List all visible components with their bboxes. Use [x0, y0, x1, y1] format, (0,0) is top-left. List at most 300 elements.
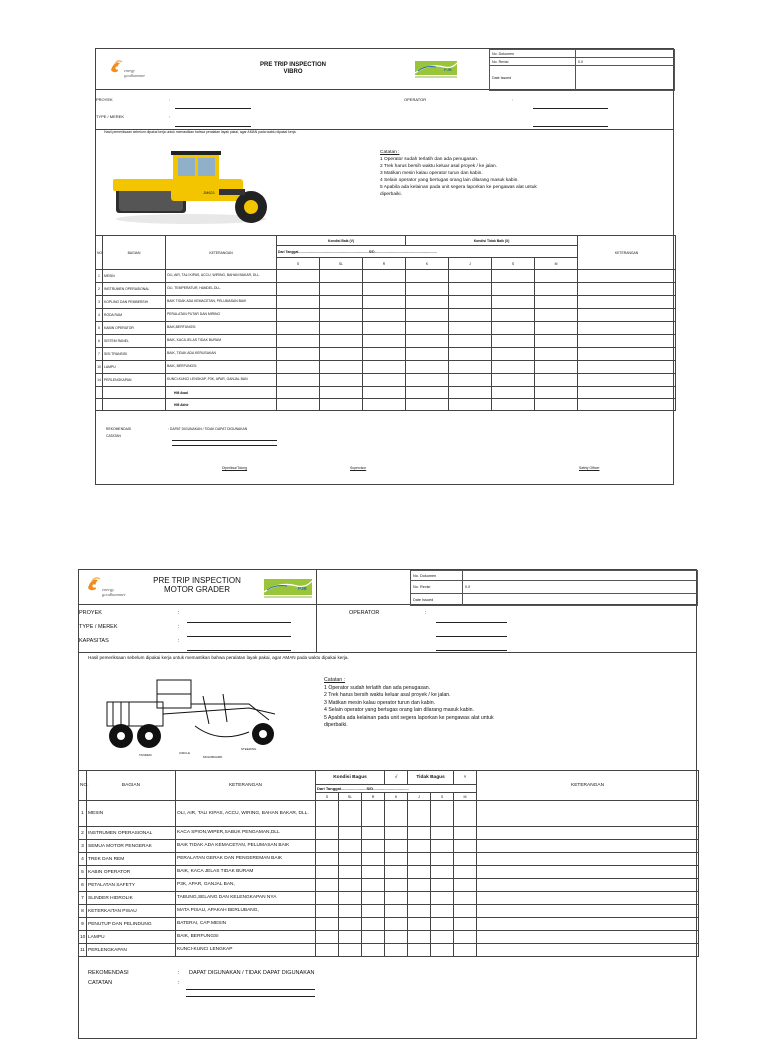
notes-block: Catatan : 1 Operator sudah terlatih dan ada penugasan. 2 Trek harus bersih waktu keluar asal proyek / ke jalan. 3 Matikan mesin kalau operator turun dan kabin. 4 Selain operator yang bertugas orang lain dilarang masuk kabin. 5 Apabila ada kelainan pada unit segera laporkan ke pengawas alat untuk diperbaiki.: [324, 677, 494, 729]
row-keterangan: P3K, APAR, GANJAL BAN,: [176, 879, 316, 892]
day-check-cell[interactable]: [320, 309, 363, 322]
row-number: 5: [79, 866, 87, 879]
row-bagian: TREK DAN REM: [87, 853, 176, 866]
day-check-cell[interactable]: [449, 270, 492, 283]
row-bagian: LAMPU: [103, 361, 166, 374]
day-check-cell[interactable]: [316, 905, 339, 918]
day-check-cell[interactable]: [449, 348, 492, 361]
day-check-cell[interactable]: [431, 918, 454, 931]
day-check-cell[interactable]: [320, 296, 363, 309]
day-check-cell[interactable]: [535, 283, 578, 296]
row-remarks-cell[interactable]: [578, 348, 676, 361]
day-check-cell[interactable]: [408, 879, 431, 892]
day-check-cell[interactable]: [385, 827, 408, 840]
day-check-cell[interactable]: [406, 283, 449, 296]
row-keterangan: OLI, AIR, TALI KIPAS, ACCU, WIRING, BAHAN BAKAR, DLL.: [166, 270, 277, 283]
row-keterangan: BAIK TIDAK ADA KEMACETAN, PELUMASAN BAIK: [176, 840, 316, 853]
table-row: [79, 827, 699, 840]
row-keterangan: OLI, AIR, TALI KIPAS, ACCU, WIRING, BAHAN BAKAR, DLL.: [176, 801, 316, 827]
day-header: M: [454, 793, 477, 801]
document-info-table: No. Dokumen No. Revisi 0.0 Date Issued: [489, 49, 675, 91]
inspection-table: [78, 770, 699, 957]
row-remarks-cell[interactable]: [477, 918, 699, 931]
day-check-cell[interactable]: [385, 918, 408, 931]
row-bagian: SLINDER HIDROLIK: [87, 892, 176, 905]
row-number: 1: [96, 270, 103, 283]
day-check-cell[interactable]: [408, 892, 431, 905]
row-keterangan: OLI, TEMPERATUR, HANDEL,DLL.: [166, 283, 277, 296]
day-header: K: [385, 793, 408, 801]
day-check-cell[interactable]: [535, 348, 578, 361]
day-check-cell[interactable]: [535, 296, 578, 309]
day-check-cell[interactable]: [277, 374, 320, 387]
day-check-cell[interactable]: [385, 866, 408, 879]
day-check-cell[interactable]: [431, 827, 454, 840]
day-check-cell[interactable]: [362, 853, 385, 866]
day-header: J: [449, 258, 492, 270]
day-check-cell[interactable]: [362, 931, 385, 944]
day-check-cell[interactable]: [408, 905, 431, 918]
day-check-cell[interactable]: [492, 348, 535, 361]
rekomendasi-label: REKOMENDASI: [106, 427, 132, 431]
svg-text:PJB: PJB: [298, 586, 307, 591]
day-check-cell[interactable]: [363, 322, 406, 335]
row-remarks-cell[interactable]: [578, 374, 676, 387]
svg-text:JM621: JM621: [203, 190, 216, 195]
table-row: [96, 361, 676, 374]
day-check-cell[interactable]: [385, 892, 408, 905]
col-no-header: NO.: [79, 771, 87, 801]
day-check-cell[interactable]: [363, 270, 406, 283]
day-check-cell[interactable]: [320, 283, 363, 296]
type-merek-label: TYPE / MEREK: [96, 114, 125, 119]
day-check-cell[interactable]: [277, 283, 320, 296]
day-check-cell[interactable]: [385, 905, 408, 918]
day-check-cell[interactable]: [339, 944, 362, 957]
day-check-cell[interactable]: [339, 866, 362, 879]
day-check-cell[interactable]: [277, 296, 320, 309]
row-number: 14: [96, 374, 103, 387]
day-check-cell[interactable]: [385, 931, 408, 944]
signature-safety-officer: Safety Officer: [579, 466, 600, 470]
day-check-cell[interactable]: [363, 296, 406, 309]
day-check-cell[interactable]: [339, 918, 362, 931]
day-check-cell[interactable]: [316, 944, 339, 957]
table-row: [79, 931, 699, 944]
row-keterangan: MATA PISAU, APAKAH BERLUBANG,: [176, 905, 316, 918]
day-check-cell[interactable]: [362, 892, 385, 905]
table-row: [96, 322, 676, 335]
day-header: SL: [339, 793, 362, 801]
type-merek-field[interactable]: [187, 636, 291, 637]
day-check-cell[interactable]: [535, 361, 578, 374]
row-keterangan: BAIK, KACA JELAS TIDAK BURAM: [176, 866, 316, 879]
day-check-cell[interactable]: [454, 892, 477, 905]
operator-field-1[interactable]: [533, 108, 608, 109]
day-check-cell[interactable]: [277, 335, 320, 348]
svg-text:goodhammer: goodhammer: [102, 592, 126, 597]
day-check-cell[interactable]: [492, 335, 535, 348]
row-remarks-cell[interactable]: [578, 335, 676, 348]
day-check-cell[interactable]: [316, 918, 339, 931]
day-check-cell[interactable]: [449, 361, 492, 374]
day-check-cell[interactable]: [449, 283, 492, 296]
day-check-cell[interactable]: [362, 840, 385, 853]
row-number: 6: [96, 335, 103, 348]
day-check-cell[interactable]: [454, 879, 477, 892]
table-row: [96, 283, 676, 296]
day-check-cell[interactable]: [362, 827, 385, 840]
form-title: PRE TRIP INSPECTION VIBRO: [260, 62, 326, 75]
day-header: S: [431, 793, 454, 801]
row-number: 3: [96, 296, 103, 309]
day-check-cell[interactable]: [320, 374, 363, 387]
type-merek-label: TYPE / MEREK: [79, 624, 118, 630]
row-number: 7: [96, 348, 103, 361]
day-check-cell[interactable]: [362, 905, 385, 918]
row-remarks-cell[interactable]: [578, 296, 676, 309]
row-keterangan: TABUNG,SELANG DAN KELENGKAPAN NYA: [176, 892, 316, 905]
signature-checker: Diperiksa/Tolong: [222, 466, 248, 470]
day-check-cell[interactable]: [406, 374, 449, 387]
day-check-cell[interactable]: [431, 931, 454, 944]
day-header: S: [492, 258, 535, 270]
row-keterangan: BAIK TIDAK ADA KEMACETAN, PELUMASAN BAIK: [166, 296, 277, 309]
day-check-cell[interactable]: [431, 944, 454, 957]
day-check-cell[interactable]: [431, 866, 454, 879]
day-check-cell[interactable]: [406, 335, 449, 348]
row-bagian: PETALATAN SAFETY: [87, 879, 176, 892]
day-check-cell[interactable]: [320, 348, 363, 361]
row-remarks-cell[interactable]: [578, 322, 676, 335]
row-number: 8: [79, 905, 87, 918]
row-number: 1: [79, 801, 87, 827]
row-remarks-cell[interactable]: [477, 905, 699, 918]
table-row: [79, 853, 699, 866]
row-keterangan: BAIK, TIDAK ADA KERUSAKAN: [166, 348, 277, 361]
vibro-roller-image: [111, 149, 276, 225]
table-row: [79, 918, 699, 931]
row-keterangan: BAIK,BERFUNGSI: [166, 322, 277, 335]
day-check-cell[interactable]: [454, 827, 477, 840]
rekomendasi-value[interactable]: DAPAT DIGUNAKAN / TIDAK DAPAT DIGUNAKAN: [189, 970, 315, 976]
row-bagian: INSTRUMEN OPERASIONAL: [103, 283, 166, 296]
col-keterangan-right-header: KETERANGAN: [578, 236, 676, 270]
hm-awal-row: HM Awal: [96, 387, 676, 399]
day-check-cell[interactable]: [535, 309, 578, 322]
day-header: M: [535, 258, 578, 270]
day-check-cell[interactable]: [277, 270, 320, 283]
day-check-cell[interactable]: [316, 931, 339, 944]
day-check-cell[interactable]: [363, 374, 406, 387]
day-header: R: [363, 258, 406, 270]
row-remarks-cell[interactable]: [477, 827, 699, 840]
day-check-cell[interactable]: [339, 892, 362, 905]
row-remarks-cell[interactable]: [477, 879, 699, 892]
day-check-cell[interactable]: [449, 322, 492, 335]
partner-logo: [263, 577, 313, 601]
row-remarks-cell[interactable]: [578, 283, 676, 296]
day-check-cell[interactable]: [406, 296, 449, 309]
row-remarks-cell[interactable]: [578, 270, 676, 283]
day-check-cell[interactable]: [385, 853, 408, 866]
day-check-cell[interactable]: [535, 374, 578, 387]
day-check-cell[interactable]: [316, 866, 339, 879]
day-check-cell[interactable]: [449, 296, 492, 309]
day-check-cell[interactable]: [362, 801, 385, 827]
operator-field-1[interactable]: [436, 622, 507, 623]
row-number: 6: [79, 879, 87, 892]
row-remarks-cell[interactable]: [477, 944, 699, 957]
day-check-cell[interactable]: [454, 853, 477, 866]
table-row: [96, 374, 676, 387]
row-bagian: PENUTUP DAN PELINDUNG: [87, 918, 176, 931]
table-row: [96, 309, 676, 322]
row-remarks-cell[interactable]: [477, 892, 699, 905]
day-check-cell[interactable]: [454, 840, 477, 853]
operator-field-3[interactable]: [436, 650, 507, 651]
day-check-cell[interactable]: [316, 892, 339, 905]
day-check-cell[interactable]: [316, 879, 339, 892]
catatan-label: CATATAN: [106, 434, 121, 438]
day-check-cell[interactable]: [454, 918, 477, 931]
day-check-cell[interactable]: [316, 853, 339, 866]
day-check-cell[interactable]: [454, 944, 477, 957]
day-check-cell[interactable]: [431, 840, 454, 853]
row-bagian: INSTRUMEN OPERASIONAL: [87, 827, 176, 840]
day-check-cell[interactable]: [320, 270, 363, 283]
row-bagian: SISI TRANSISI: [103, 348, 166, 361]
day-header: S: [277, 258, 320, 270]
company-logo: [108, 58, 152, 82]
day-check-cell[interactable]: [363, 361, 406, 374]
day-check-cell[interactable]: [339, 905, 362, 918]
day-check-cell[interactable]: [385, 879, 408, 892]
vibro-inspection-form: energy goodhammer PRE TRIP INSPECTION VIBRO PJB No. Dokumen No. Revisi 0.0 Date Issued PROYEK : TYPE / MEREK : OPERATOR : Hasil pemeriksaan sebelum dipakai kerja untuk memastikan bahwa peralatan layak pakai, agar AMAN pada waktu dipakai kerja. JM621 Catatan : 1 Operator sudah terlatih dan ada penugasan. 2 Trek harus bersih waktu keluar asal proyek / ke jalan. 3 Matikan mesin kalau operator turun dan kabin. 4 Selain operator yang bertugas orang lain dilarang masuk kabin. 5 Apabila ada kelainan pada unit segera laporkan ke pengawas alat untuk diperbaiki. NO BAGIAN KETERANGAN Kondisi Baik (V) Kondisi Tidak Baik (X) KETERANGAN Dari Tanggal...........................................................................S/D.................................................................. S SL R K J S M 1 MESIN OLI, AIR, TALI KIPAS, ACCU, WIRING, BAHAN BAKAR, DLL. 2 INSTRUMEN OPERASIONAL OLI, TEMPERATUR, HANDEL,DLL. 3 KOPLING DAN PEMBERSIH BAIK TIDAK ADA KEMACETAN, PELUMASAN BAIK 4 RODA RAM PERALATAN PUTAR DAN MIRING 5 KABIN OPERATOR BAIK,BERFUNGSI 6 SISTEM RANEL BAIK, KACA JELAS TIDAK BURAM 7 SISI TRANSISI BAIK, TIDAK ADA KERUSAKAN 10 LAMPU BAIK, BERFUNGSI 14 PERLENGKAPAN KUNCI-KUNCI LENGKAP, P3K, APAR, GANJAL BAN HM Awal HM Akhir REKOMENDASI : DAPAT DIGUNAKAN / TIDAK DAPAT DIGUNAKAN CATATAN Diperiksa/Tolong Supervisor Safety Officer: [95, 48, 674, 485]
day-check-cell[interactable]: [449, 309, 492, 322]
day-check-cell[interactable]: [320, 335, 363, 348]
row-number: 2: [79, 827, 87, 840]
proyek-field[interactable]: [175, 108, 251, 109]
operator-label: OPERATOR: [349, 610, 380, 616]
day-check-cell[interactable]: [454, 905, 477, 918]
operator-field-2[interactable]: [533, 126, 608, 127]
day-check-cell[interactable]: [535, 335, 578, 348]
day-check-cell[interactable]: [339, 853, 362, 866]
row-number: 10: [79, 931, 87, 944]
day-check-cell[interactable]: [339, 840, 362, 853]
day-check-cell[interactable]: [431, 801, 454, 827]
table-row: [79, 892, 699, 905]
table-row: [96, 348, 676, 361]
day-check-cell[interactable]: [339, 827, 362, 840]
day-check-cell[interactable]: [449, 335, 492, 348]
kondisi-tidak-baik-header: Kondisi Tidak Baik (X): [406, 236, 578, 246]
day-check-cell[interactable]: [454, 801, 477, 827]
hm-akhir-row: HM Akhir: [96, 399, 676, 411]
partner-logo: [414, 59, 458, 81]
svg-text:TANDEM: TANDEM: [139, 753, 152, 757]
day-check-cell[interactable]: [535, 322, 578, 335]
day-check-cell[interactable]: [339, 879, 362, 892]
row-keterangan: KUNCI-KUNCI LENGKAP: [176, 944, 316, 957]
day-check-cell[interactable]: [406, 309, 449, 322]
day-check-cell[interactable]: [431, 853, 454, 866]
day-check-cell[interactable]: [320, 322, 363, 335]
date-range-row: Dari Tanggal...........................................................................S/D..................................................................: [277, 246, 578, 258]
row-bagian: LAMPU: [87, 931, 176, 944]
day-check-cell[interactable]: [431, 879, 454, 892]
day-check-cell[interactable]: [363, 335, 406, 348]
svg-text:STEERING: STEERING: [241, 747, 257, 751]
svg-text:MOLDBOARD: MOLDBOARD: [203, 755, 223, 759]
day-check-cell[interactable]: [406, 348, 449, 361]
day-check-cell[interactable]: [339, 801, 362, 827]
day-check-cell[interactable]: [408, 866, 431, 879]
row-keterangan: KUNCI-KUNCI LENGKAP, P3K, APAR, GANJAL BAN: [166, 374, 277, 387]
table-row: [79, 944, 699, 957]
row-bagian: KOPLING DAN PEMBERSIH: [103, 296, 166, 309]
row-bagian: KABIN OPERATOR: [87, 866, 176, 879]
day-check-cell[interactable]: [492, 296, 535, 309]
motor-grader-inspection-form: energy goodhammer PRE TRIP INSPECTION MOTOR GRADER PJB No. Dokumen No. Revisi 0.0 Date Issued PROYEK : TYPE / MEREK : KAPASITAS : OPERATOR : Hasil pemeriksaan sebelum dipakai kerja untuk memastikan bahwa peralatan layak pakai, agar AMAN pada waktu dipakai kerja. TANDEM CIRCLE MOLDBOARD STEERING Catatan : 1 Operator sudah terlatih dan ada penugasan. 2 Trek harus bersih waktu keluar asal proyek / ke jalan. 3 Matikan mesin kalau operator turun dan kabin. 4 Selain operator yang bertugas orang lain dilarang masuk kabin. 5 Apabila ada kelainan pada unit segera laporkan ke pengawas alat untuk diperbaiki. NO. BAGIAN KETERANGAN Kondisi Bagus √ Tidak Bagus × KETERANGAN Dari Tanggal.......................S/D................................ S SL R K J S M 1 MESIN OLI, AIR, TALI KIPAS, ACCU, WIRING, BAHAN BAKAR, DLL. 2 INSTRUMEN OPERASIONAL KACA SPION,WIPER,SABUK PENGAMAN,DLL 3 SEMUA MOTOR PENGERAK BAIK TIDAK ADA KEMACETAN, PELUMASAN BAIK 4 TREK DAN REM PERALATAN GERAK DAN PENGEREMAN BAIK 5 KABIN OPERATOR BAIK, KACA JELAS TIDAK BURAM 6 PETALATAN SAFETY P3K, APAR, GANJAL BAN, 7 SLINDER HIDROLIK TABUNG,SELANG DAN KELENGKAPAN NYA 8 KETERKAITAN PISAU MATA PISAU, APAKAH BERLUBANG, 9 PENUTUP DAN PELINDUNG BATERAI, CAP MESIN 10 LAMPU BAIK, BERFUNGSI 11 PERLENGKAPAN KUNCI-KUNCI LENGKAP REKOMENDASI : DAPAT DIGUNAKAN / TIDAK DAPAT DIGUNAKAN CATATAN :: [78, 569, 697, 1039]
day-check-cell[interactable]: [535, 270, 578, 283]
row-bagian: RODA RAM: [103, 309, 166, 322]
date-range-row: Dari Tanggal.......................S/D................................: [316, 785, 477, 793]
day-check-cell[interactable]: [492, 322, 535, 335]
day-check-cell[interactable]: [408, 840, 431, 853]
day-check-cell[interactable]: [320, 361, 363, 374]
tidak-bagus-header: Tidak Bagus: [408, 771, 454, 785]
svg-text:PJB: PJB: [444, 67, 452, 72]
row-bagian: PERLENGKAPAN: [87, 944, 176, 957]
notes-block: Catatan : 1 Operator sudah terlatih dan ada penugasan. 2 Trek harus bersih waktu keluar asal proyek / ke jalan. 3 Matikan mesin kalau operator turun dan kabin. 4 Selain operator yang bertugas orang lain dilarang masuk kabin. 5 Apabila ada kelainan pada unit segera laporkan ke pengawas alat untuk diperbaiki.: [380, 150, 537, 197]
day-check-cell[interactable]: [316, 840, 339, 853]
day-check-cell[interactable]: [363, 309, 406, 322]
row-number: 4: [79, 853, 87, 866]
day-header: SL: [320, 258, 363, 270]
row-bagian: KETERKAITAN PISAU: [87, 905, 176, 918]
inspection-table: [95, 235, 676, 411]
day-check-cell[interactable]: [408, 827, 431, 840]
col-bagian-header: BAGIAN: [103, 236, 166, 270]
kondisi-bagus-header: Kondisi Bagus: [316, 771, 385, 785]
day-check-cell[interactable]: [385, 840, 408, 853]
day-check-cell[interactable]: [362, 879, 385, 892]
row-number: 2: [96, 283, 103, 296]
day-check-cell[interactable]: [406, 322, 449, 335]
row-bagian: MESIN: [87, 801, 176, 827]
rekomendasi-value[interactable]: : DAPAT DIGUNAKAN / TIDAK DAPAT DIGUNAKAN: [168, 427, 248, 431]
proyek-label: PROYEK: [96, 97, 113, 102]
day-check-cell[interactable]: [492, 283, 535, 296]
kondisi-baik-header: Kondisi Baik (V): [277, 236, 406, 246]
day-check-cell[interactable]: [362, 944, 385, 957]
day-check-cell[interactable]: [408, 944, 431, 957]
day-check-cell[interactable]: [431, 892, 454, 905]
day-check-cell[interactable]: [492, 270, 535, 283]
row-remarks-cell[interactable]: [477, 931, 699, 944]
row-remarks-cell[interactable]: [477, 853, 699, 866]
operator-field-2[interactable]: [436, 636, 507, 637]
row-number: 10: [96, 361, 103, 374]
day-check-cell[interactable]: [316, 801, 339, 827]
row-keterangan: KACA SPION,WIPER,SABUK PENGAMAN,DLL: [176, 827, 316, 840]
catatan-line-1[interactable]: [186, 989, 315, 990]
row-keterangan: BAIK, KACA JELAS TIDAK BURAM: [166, 335, 277, 348]
day-check-cell[interactable]: [406, 361, 449, 374]
day-check-cell[interactable]: [277, 348, 320, 361]
table-row: [96, 270, 676, 283]
row-bagian: SEMUA MOTOR PENGERAK: [87, 840, 176, 853]
day-check-cell[interactable]: [385, 801, 408, 827]
row-remarks-cell[interactable]: [477, 840, 699, 853]
catatan-line-2[interactable]: [186, 996, 315, 997]
day-header: J: [408, 793, 431, 801]
day-check-cell[interactable]: [408, 853, 431, 866]
row-number: 5: [96, 322, 103, 335]
row-remarks-cell[interactable]: [578, 309, 676, 322]
day-check-cell[interactable]: [362, 866, 385, 879]
day-check-cell[interactable]: [449, 374, 492, 387]
day-check-cell[interactable]: [277, 309, 320, 322]
row-remarks-cell[interactable]: [477, 801, 699, 827]
kapasitas-field[interactable]: [187, 650, 291, 651]
proyek-field[interactable]: [187, 622, 291, 623]
day-check-cell[interactable]: [363, 348, 406, 361]
table-row: [79, 840, 699, 853]
table-row: [79, 866, 699, 879]
day-check-cell[interactable]: [492, 361, 535, 374]
day-check-cell[interactable]: [431, 905, 454, 918]
row-number: 7: [79, 892, 87, 905]
form-title: PRE TRIP INSPECTION MOTOR GRADER: [153, 576, 241, 595]
day-check-cell[interactable]: [454, 931, 477, 944]
day-check-cell[interactable]: [492, 309, 535, 322]
day-check-cell[interactable]: [408, 918, 431, 931]
row-keterangan: PERALATAN GERAK DAN PENGEREMAN BAIK: [176, 853, 316, 866]
day-check-cell[interactable]: [492, 374, 535, 387]
day-check-cell[interactable]: [362, 918, 385, 931]
day-check-cell[interactable]: [277, 322, 320, 335]
day-check-cell[interactable]: [363, 283, 406, 296]
col-keterangan-header: KETERANGAN: [166, 236, 277, 270]
day-check-cell[interactable]: [408, 931, 431, 944]
catatan-line-1[interactable]: [172, 440, 277, 441]
row-remarks-cell[interactable]: [477, 866, 699, 879]
table-row: [79, 905, 699, 918]
day-check-cell[interactable]: [408, 801, 431, 827]
catatan-line-2[interactable]: [172, 445, 277, 446]
signature-supervisor: Supervisor: [350, 466, 367, 470]
day-check-cell[interactable]: [316, 827, 339, 840]
col-keterangan-right-header: KETERANGAN: [477, 771, 699, 801]
day-check-cell[interactable]: [385, 944, 408, 957]
row-keterangan: BATERAI, CAP MESIN: [176, 918, 316, 931]
day-check-cell[interactable]: [406, 270, 449, 283]
day-check-cell[interactable]: [277, 361, 320, 374]
row-remarks-cell[interactable]: [578, 361, 676, 374]
row-bagian: KABIN OPERATOR: [103, 322, 166, 335]
x-mark-icon: ×: [454, 771, 477, 785]
day-check-cell[interactable]: [454, 866, 477, 879]
svg-text:CIRCLE: CIRCLE: [179, 751, 191, 755]
col-keterangan-header: KETERANGAN: [176, 771, 316, 801]
table-row: [79, 879, 699, 892]
row-number: 4: [96, 309, 103, 322]
day-check-cell[interactable]: [339, 931, 362, 944]
type-merek-field[interactable]: [175, 126, 251, 127]
